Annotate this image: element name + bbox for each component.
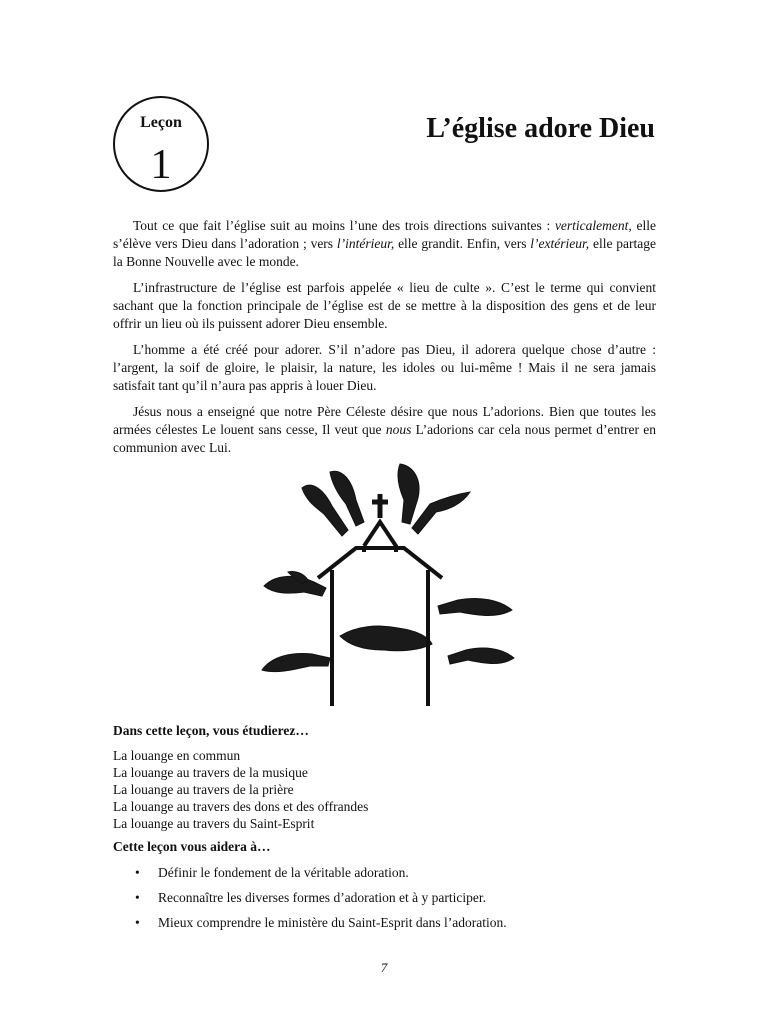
paragraph-2: L’infrastructure de l’église est parfois appelée « lieu de culte ». C’est le terme qui convient sachant que la fonction principale de l’église est de se mettre à la disposition des gens et de leur offrir un lieu où ils puissent adorer Dieu ensemble. xyxy=(113,280,656,331)
paragraph-3: L’homme a été créé pour adorer. S’il n’adore pas Dieu, il adorera quelque chose d’autre : l’argent, la soif de gloire, le plaisir, la nature, les idoles ou lui-même ! Mais il ne sera jamais satisfait tant qu’il n’aura pas appris à louer Dieu. xyxy=(113,342,656,393)
goals-section xyxy=(113,838,656,939)
paragraph-1-text-d: elle partage la Bonne Nouvelle avec le monde. xyxy=(113,236,656,269)
goal-text: Reconnaître les diverses formes d’adoration et à y participer. xyxy=(158,890,487,905)
paragraph-1-text-c: elle grandit. Enfin, vers xyxy=(394,236,531,251)
list-item: La louange en commun xyxy=(113,748,241,763)
bullet-icon: • xyxy=(135,890,140,905)
church-illustration xyxy=(252,460,518,708)
topic-list xyxy=(113,747,656,832)
paragraph-1-emphasis-c: l’extérieur, xyxy=(530,236,590,251)
paragraph-4-emphasis: nous xyxy=(385,422,412,437)
paragraph-4-text-a: Jésus nous a enseigné que notre Père Céleste désire que nous L’adorions. Bien que toutes les armées célestes Le louent sans cesse, Il veut que xyxy=(113,404,656,437)
goal-text: Définir le fondement de la véritable adoration. xyxy=(158,865,409,880)
list-item: La louange au travers de la prière xyxy=(113,782,294,797)
goals-list xyxy=(113,864,656,931)
paragraph-1-text-b: elle s’élève vers Dieu dans l’adoration ; vers xyxy=(113,218,656,251)
lesson-badge xyxy=(113,96,209,192)
list-item xyxy=(113,889,656,906)
list-item: La louange au travers du Saint-Esprit xyxy=(113,816,315,831)
paragraph-1 xyxy=(113,217,656,271)
list-item xyxy=(113,864,656,881)
lesson-label: Leçon xyxy=(140,114,182,131)
paragraph-1-emphasis-b: l’intérieur, xyxy=(336,236,395,251)
paragraph-1-text-a: Tout ce que fait l’église suit au moins l’une des trois directions suivantes : xyxy=(133,218,555,233)
paragraph-1-emphasis-a: verticalement, xyxy=(554,218,632,233)
page-title: L’église adore Dieu xyxy=(426,113,655,144)
study-section xyxy=(113,722,656,832)
goal-text: Mieux comprendre le ministère du Saint-Esprit dans l’adoration. xyxy=(158,915,507,930)
body-text xyxy=(113,217,656,465)
paragraph-4 xyxy=(113,403,656,457)
lesson-number: 1 xyxy=(150,142,172,188)
list-item: La louange au travers des dons et des offrandes xyxy=(113,799,369,814)
goals-heading: Cette leçon vous aidera à… xyxy=(113,839,271,854)
bullet-icon: • xyxy=(135,915,140,930)
church-with-raised-hands-icon xyxy=(252,460,518,708)
bullet-icon: • xyxy=(135,865,140,880)
page-number: 7 xyxy=(380,960,388,975)
list-item xyxy=(113,914,656,931)
paragraph-4-text-b: L’adorions car cela nous permet d’entrer en communion avec Lui. xyxy=(113,422,656,455)
study-heading: Dans cette leçon, vous étudierez… xyxy=(113,723,309,738)
list-item: La louange au travers de la musique xyxy=(113,765,308,780)
